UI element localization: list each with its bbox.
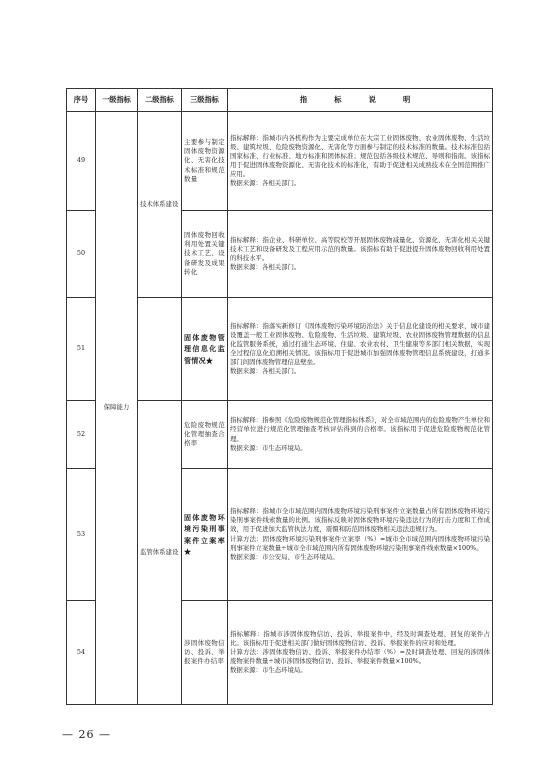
description-paragraph: 指标解释：指落实新修订《固体废物污染环境防治法》关于信息化建设的相关要求，城市建设覆盖一般工业固体废物、危险废物、生活垃圾、建筑垃圾、农业固体废物管理数据的信息化监管服务系统，通过打通生态环境、住建、农业农村、卫生健康等多部门相关数据，实现全过程信息化追溯相关情况。该指标用于促进城市加强固体废物管理信息系统建设，打通多部门间固体废物管理信息壁垒。 <box>230 321 490 367</box>
level3-cell: 固体废物环境污染刑事案件立案率★ <box>182 469 228 601</box>
row-number: 49 <box>67 112 96 211</box>
description-formula: 计算方法：固体废物环境污染刑事案件立案率（%）=城市全市域范围内固体废物环境污染刑事案件立案数量÷城市全市域范围内所有固体废物环境污染刑事案件线索数量×100%。 <box>230 534 490 552</box>
level1-cell: 保障能力 <box>96 112 138 705</box>
level3-cell: 固体废物管理信息化监管情况★ <box>182 298 228 401</box>
description-source: 数据来源：各相关部门。 <box>230 179 301 188</box>
header-description: 指 标 说 明 <box>228 89 493 112</box>
indicator-table <box>66 88 493 705</box>
description-paragraph: 指标解释：指参照《危险废物规范化管理指标体系》，对全市域范围内的危险废物产生单位和经营单位进行规范化管理抽查考核评估得到的合格率。该指标用于促进危险废物规范化管理。 <box>230 416 490 443</box>
description-source: 数据来源：市生态环境局。 <box>230 666 307 675</box>
row-number: 52 <box>67 401 96 469</box>
row-number: 50 <box>67 211 96 298</box>
level3-cell: 固体废物回收利用处置关键技术工艺、设备研发及成果转化 <box>182 211 228 298</box>
description-formula: 计算方法：涉固体废物信访、投诉、举报案件办结率（%）=及时调查处理、回复的涉固体废物案件数量÷城市涉固体废物信访、投诉、举报案件数量×100%。 <box>230 647 490 666</box>
description-source: 数据来源：各相关部门。 <box>230 263 301 272</box>
row-number: 51 <box>67 298 96 401</box>
header-level2: 二级指标 <box>138 89 182 112</box>
description-source: 数据来源：各相关部门。 <box>230 367 301 376</box>
header-no: 序号 <box>67 89 96 112</box>
description-cell <box>228 601 493 705</box>
description-cell <box>228 112 493 211</box>
level2-cell: 监管体系建设 <box>138 401 182 705</box>
header-level1: 一级指标 <box>96 89 138 112</box>
description-paragraph: 指标解释：指企业、科研单位、高等院校等开展固体废物减量化、资源化、无害化相关关键技术工艺和设备研发及工程应用示范的数量。该指标有助于促进提升固体废物回收利用处置的科技水平。 <box>230 235 490 262</box>
level3-cell: 危险废物规范化管理抽查合格率 <box>182 401 228 469</box>
description-source: 数据来源：市公安局、市生态环境局。 <box>230 552 339 561</box>
level3-cell: 涉固体废物信访、投诉、举报案件办结率 <box>182 601 228 705</box>
description-paragraph: 指标解释：指城市内各机构作为主要完成单位在大宗工业固体废物、农业固体废物、生活垃圾、建筑垃圾、危险废物资源化、无害化等方面参与制定的技术标准的数量。技术标准包括国家标准、行业标准、地方标准和团体标准；规范包括各级技术规范、导则和指南。该指标用于促进固体废物资源化、无害化技术的标准化，有助于促进相关成熟技术在全国范围推广应用。 <box>230 133 490 179</box>
description-cell <box>228 211 493 298</box>
description-source: 数据来源：市生态环境局。 <box>230 443 307 452</box>
level2-cell-empty <box>138 298 182 401</box>
header-row <box>67 89 493 112</box>
description-cell <box>228 469 493 601</box>
row-number: 53 <box>67 469 96 601</box>
description-cell <box>228 298 493 401</box>
page-number: — 26 — <box>62 728 111 741</box>
description-paragraph: 指标解释：指城市全市域范围内固体废物环境污染刑事案件立案数量占所有固体废物环境污染刑事案件线索数量的比例。该指标反映对固体废物环境污染违法行为的打击力度和工作成效，用于促进加大监管执法力度，震慑和防范固体废物相关违法违规行为。 <box>230 507 490 534</box>
row-number: 54 <box>67 601 96 705</box>
level2-cell: 技术体系建设 <box>138 112 182 298</box>
description-paragraph: 指标解释：指城市涉固体废物信访、投诉、举报案件中，经及时调查处理、回复的案件占比。该指标用于促进相关部门做好固体废物信访、投诉、举报案件的应对和处理。 <box>230 629 490 647</box>
header-level3: 三级指标 <box>182 89 228 112</box>
description-cell <box>228 401 493 469</box>
level3-cell: 主要参与制定固体废物资源化、无害化技术标准和规范数量 <box>182 112 228 211</box>
table-row <box>67 112 493 211</box>
